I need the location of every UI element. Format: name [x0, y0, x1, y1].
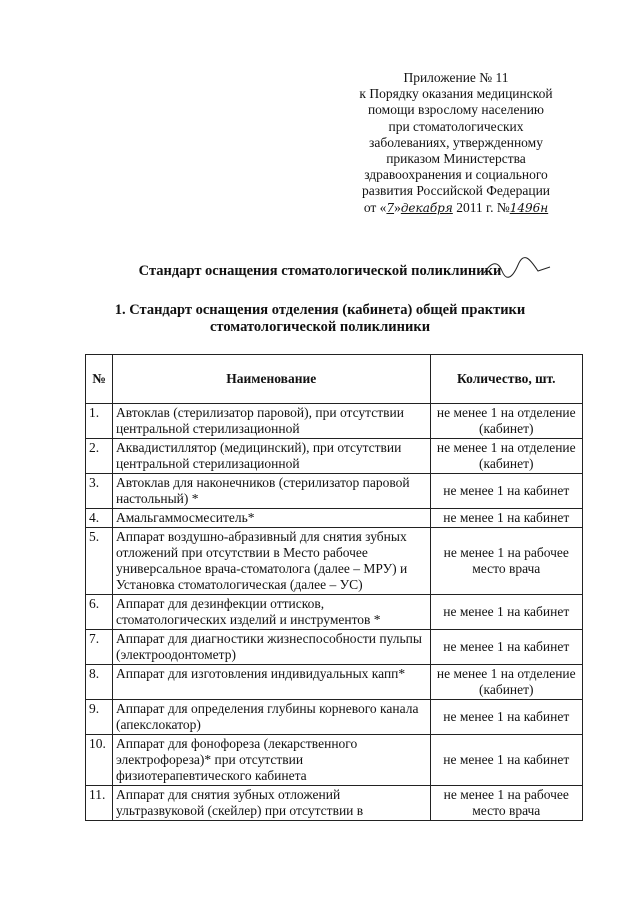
header-quantity: Количество, шт.	[430, 355, 582, 404]
date-mid: »	[394, 199, 401, 215]
equipment-table	[85, 354, 583, 821]
document-title: Стандарт оснащения стоматологической поликлиники	[138, 263, 502, 279]
table-row	[86, 474, 583, 509]
table-row	[86, 404, 583, 439]
table-row	[86, 528, 583, 595]
date-prefix: от «	[363, 199, 387, 215]
row-quantity: не менее 1 на кабинет	[430, 630, 582, 665]
header-name: Наименование	[112, 355, 430, 404]
row-name: Аппарат для изготовления индивидуальных капп*	[112, 665, 430, 700]
row-number: 5.	[86, 528, 113, 595]
header-line: Приложение № 11	[403, 70, 509, 85]
row-name: Аппарат для диагностики жизнеспособности пульпы (электроодонтометр)	[112, 630, 430, 665]
row-name	[112, 404, 430, 439]
header-line: развития Российской Федерации	[361, 183, 551, 199]
row-number: 10.	[86, 735, 113, 786]
table-row	[86, 595, 583, 630]
table-row	[86, 509, 583, 528]
row-quantity: не менее 1 на кабинет	[430, 700, 582, 735]
table-row	[86, 630, 583, 665]
row-quantity: не менее 1 на рабочее место врача	[430, 528, 582, 595]
date-year: 2011 г. №	[452, 199, 510, 215]
order-date-line	[340, 200, 572, 216]
row-number: 2.	[86, 439, 113, 474]
row-name-text: Аппарат для снятия зубных отложений ультразвуковой (скейлер) при отсутствии в	[115, 787, 364, 818]
row-number: 8.	[86, 665, 113, 700]
row-number: 6.	[86, 595, 113, 630]
appendix-header	[340, 70, 572, 216]
table-row	[86, 439, 583, 474]
header-line: помощи взрослому населению	[367, 102, 545, 118]
row-number: 9.	[86, 700, 113, 735]
header-line: заболеваниях, утвержденному	[369, 134, 543, 150]
table-row	[86, 786, 583, 821]
row-name: Аппарат для фонофореза (лекарственного электрофореза)* при отсутствии физиотерапевтического кабинета	[112, 735, 430, 786]
row-quantity: не менее 1 на отделение (кабинет)	[430, 404, 582, 439]
row-name	[112, 439, 430, 474]
header-number: №	[86, 355, 113, 404]
table-row	[86, 735, 583, 786]
row-name-text: Автоклав (стерилизатор паровой), при отсутствии центральной стерилизационной	[115, 405, 404, 436]
section-title-line: 1. Стандарт оснащения отделения (кабинета) общей практики	[114, 302, 526, 318]
date-day: 7	[386, 200, 395, 215]
row-name: Амальгаммосмеситель*	[112, 509, 430, 528]
section-title	[0, 302, 640, 336]
row-quantity: не менее 1 на отделение (кабинет)	[430, 439, 582, 474]
row-quantity: не менее 1 на отделение (кабинет)	[430, 665, 582, 700]
header-line: при стоматологических	[388, 118, 524, 134]
row-quantity: не менее 1 на кабинет	[430, 735, 582, 786]
row-number: 11.	[86, 786, 113, 821]
table-row	[86, 700, 583, 735]
table-row	[86, 665, 583, 700]
row-number: 1.	[86, 404, 113, 439]
date-month: декабря	[400, 200, 453, 215]
row-name: Автоклав для наконечников (стерилизатор паровой настольный) *	[112, 474, 430, 509]
section-title-line: стоматологической поликлиники	[209, 319, 431, 335]
row-quantity: не менее 1 на кабинет	[430, 595, 582, 630]
row-number: 4.	[86, 509, 113, 528]
row-number: 3.	[86, 474, 113, 509]
row-name-text: Аквадистиллятор (медицинский), при отсутствии центральной стерилизационной	[115, 440, 402, 471]
row-name: Аппарат для дезинфекции оттисков, стоматологических изделий и инструментов *	[112, 595, 430, 630]
row-number: 7.	[86, 630, 113, 665]
row-quantity: не менее 1 на рабочее место врача	[430, 786, 582, 821]
row-name: Аппарат воздушно-абразивный для снятия зубных отложений при отсутствии в Место рабочее универсальное врача-стоматолога (далее – МРУ) и Установка стоматологическая (далее – УС)	[112, 528, 430, 595]
row-name: Аппарат для определения глубины корневого канала (апекслокатор)	[112, 700, 430, 735]
row-quantity: не менее 1 на кабинет	[430, 474, 582, 509]
row-name	[112, 786, 430, 821]
order-number: 1496н	[509, 200, 549, 215]
header-line: приказом Министерства	[386, 151, 526, 167]
header-line: к Порядку оказания медицинской	[359, 86, 553, 102]
row-quantity: не менее 1 на кабинет	[430, 509, 582, 528]
header-line: здравоохранения и социального	[364, 167, 548, 183]
table-header-row	[86, 355, 583, 404]
